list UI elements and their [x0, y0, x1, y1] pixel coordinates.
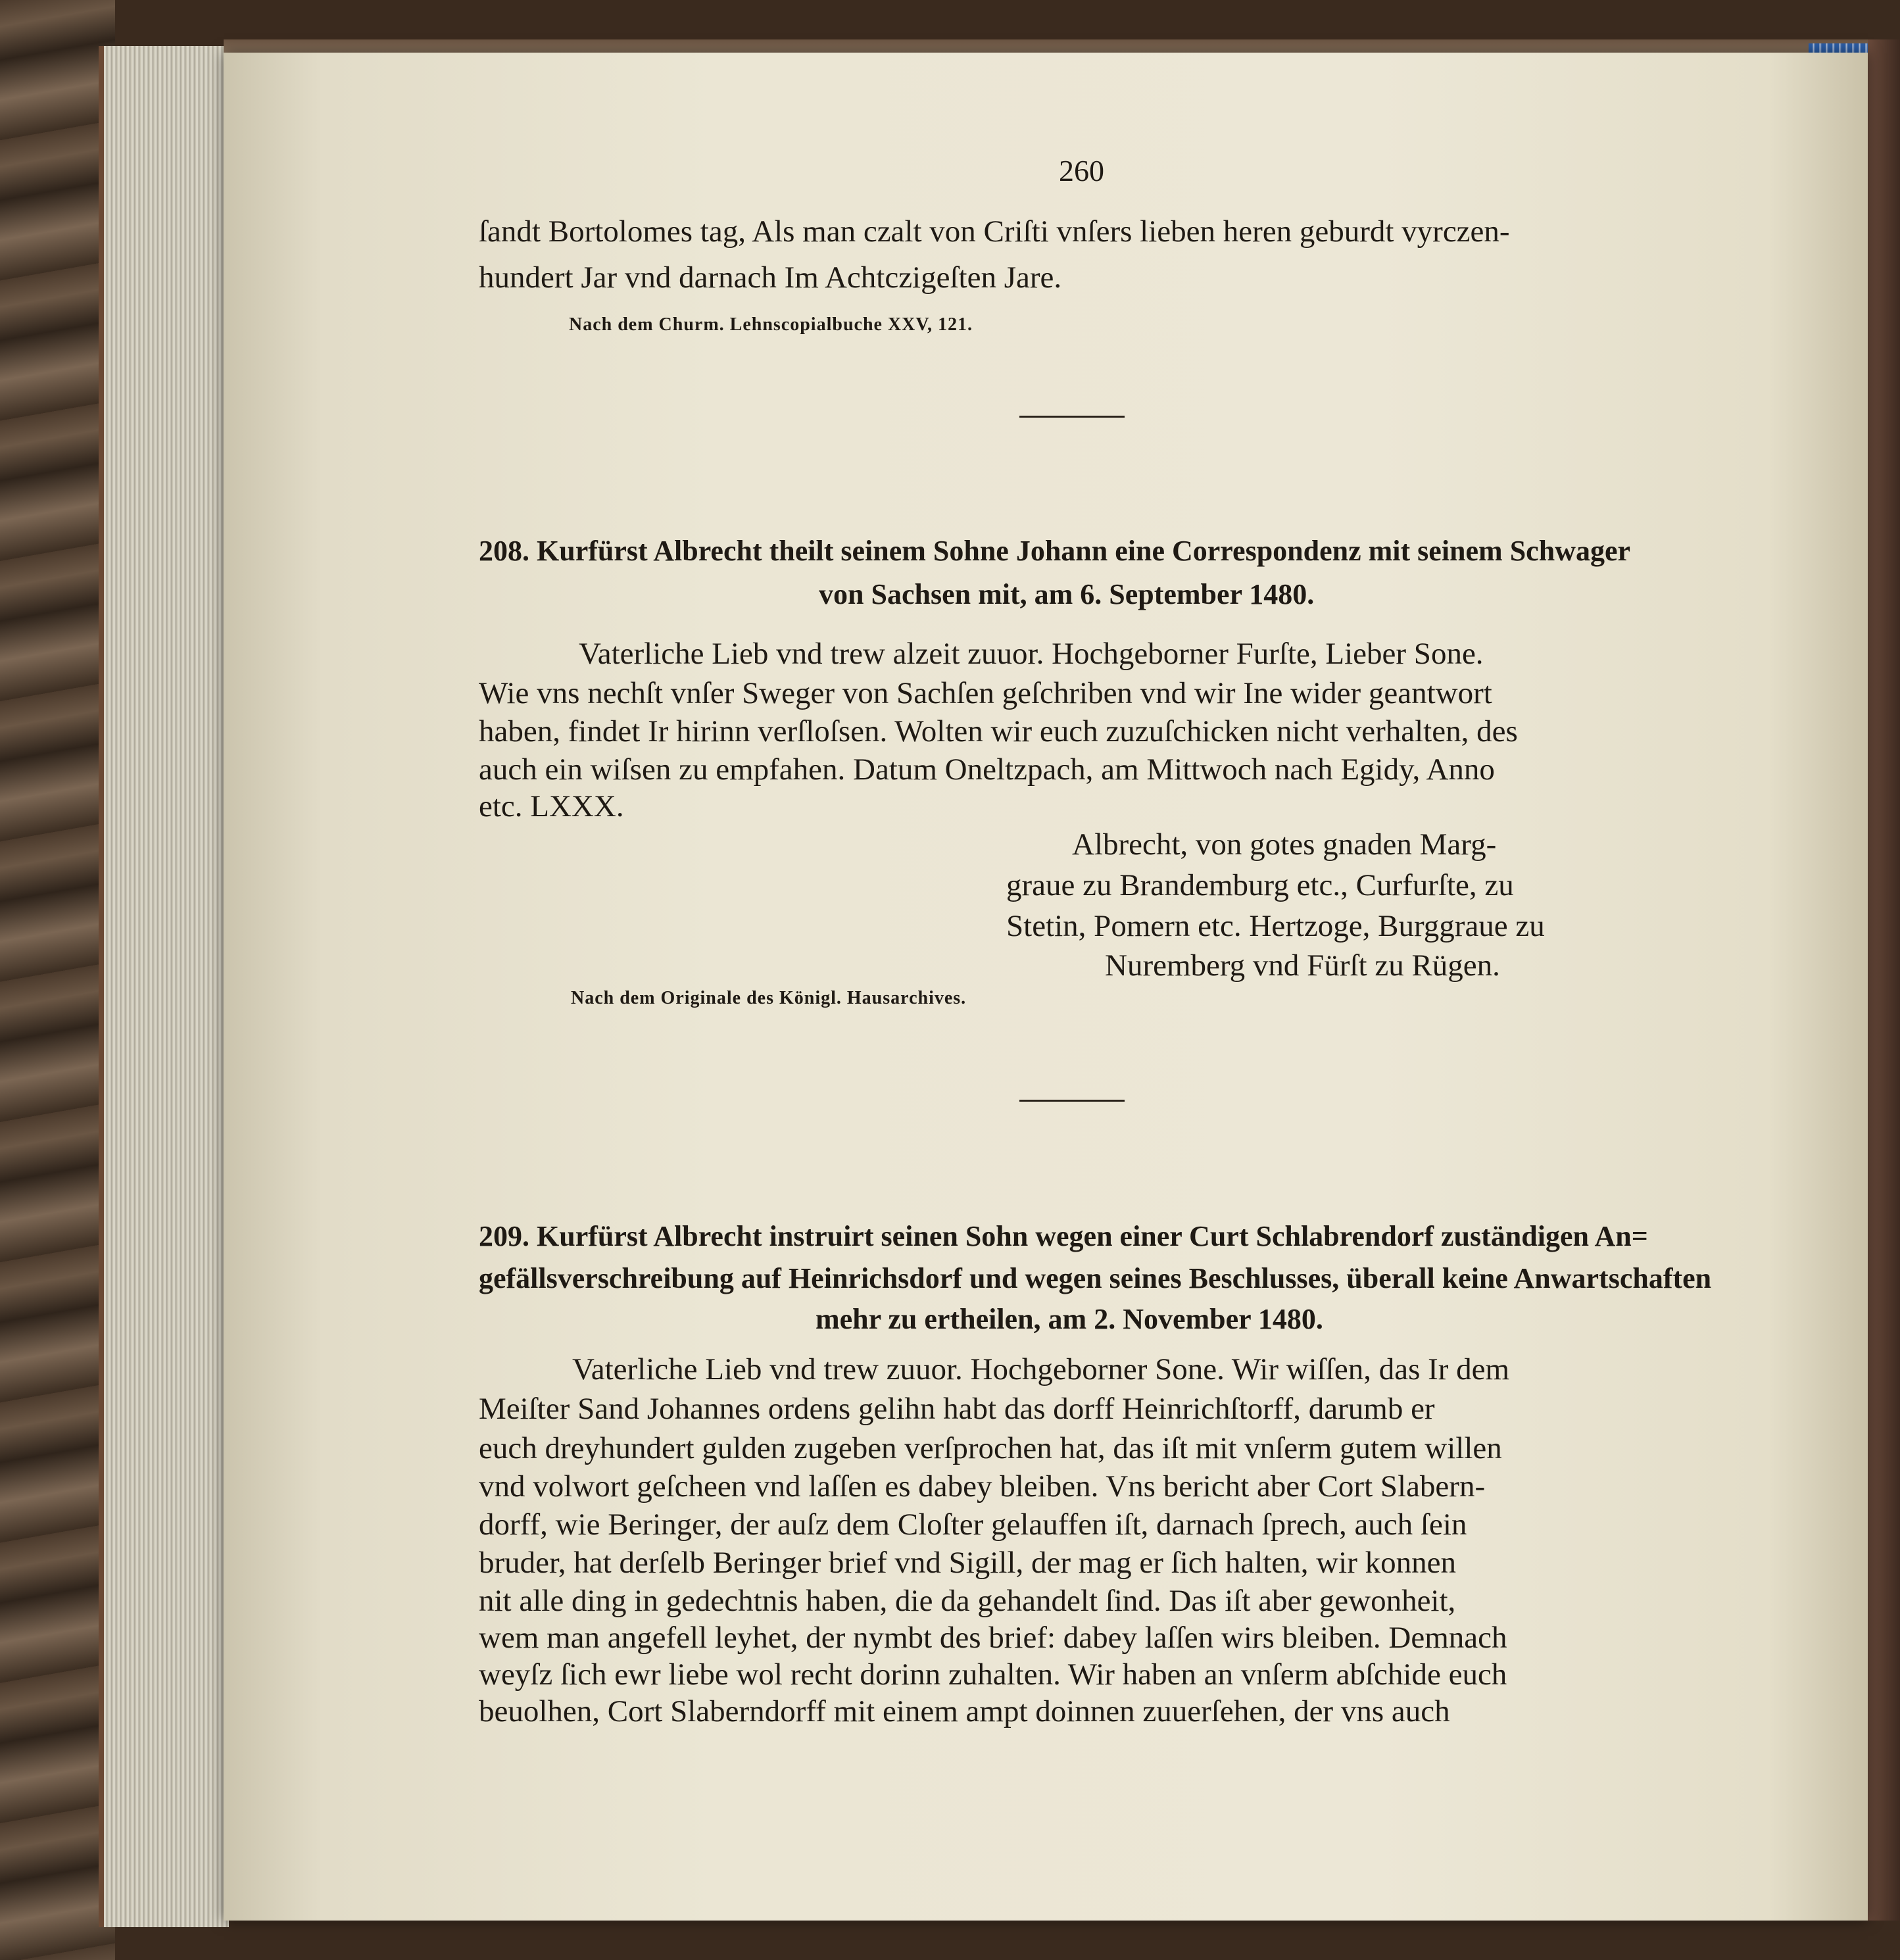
doc209-body-line-6: bruder, hat derſelb Beringer brief vnd Sigill, der mag er ſich halten, wir konnen [479, 1546, 1456, 1580]
book-top-edge [224, 39, 1900, 54]
doc209-body-line-2: Meiſter Sand Johannes ordens gelihn habt das dorff Heinrichſtorff, darumb er [479, 1392, 1435, 1426]
section-divider [1019, 416, 1125, 418]
doc209-body-line-4: vnd volwort geſcheen vnd laſſen es dabey bleiben. Vns bericht aber Cort Slabern- [479, 1469, 1486, 1504]
doc209-heading-line-2: gefällsverschreibung auf Heinrichsdorf und wegen seines Beschlusses, überall keine Anwartschaften [479, 1262, 1712, 1294]
doc209-heading-line-1: 209. Kurfürst Albrecht instruirt seinen Sohn wegen einer Curt Schlabrendorf zuständigen An= [479, 1220, 1648, 1252]
doc208-body-line-1: Vaterliche Lieb vnd trew alzeit zuuor. Hochgeborner Furſte, Lieber Sone. [579, 637, 1484, 671]
doc209-body-line-7: nit alle ding in gedechtnis haben, die da gehandelt ſind. Das iſt aber gewonheit, [479, 1584, 1456, 1618]
prev-doc-line-2: hundert Jar vnd darnach Im Achtczigeſten Jare. [479, 260, 1062, 295]
doc208-heading-line-2: von Sachsen mit, am 6. September 1480. [819, 578, 1315, 610]
prev-doc-source-note: Nach dem Churm. Lehnscopialbuche XXV, 121. [569, 314, 973, 335]
page-number: 260 [1059, 154, 1104, 187]
doc209-body-line-1: Vaterliche Lieb vnd trew zuuor. Hochgeborner Sone. Wir wiſſen, das Ir dem [572, 1352, 1510, 1386]
doc208-signature-line-2: graue zu Brandemburg etc., Curfurſte, zu [1006, 868, 1514, 902]
page-stack-edge [99, 46, 229, 1927]
doc208-body-line-4: auch ein wiſsen zu empfahen. Datum Oneltzpach, am Mittwoch nach Egidy, Anno [479, 752, 1495, 787]
doc208-source-note: Nach dem Originale des Königl. Hausarchives. [571, 988, 967, 1008]
doc209-body-line-5: dorff, wie Beringer, der auſz dem Cloſter gelauffen iſt, darnach ſprech, auch ſein [479, 1507, 1467, 1542]
doc209-body-line-10: beuolhen, Cort Slaberndorff mit einem ampt doinnen zuuerſehen, der vns auch [479, 1694, 1450, 1728]
doc208-body-line-5: etc. LXXX. [479, 789, 624, 823]
doc209-heading-line-3: mehr zu ertheilen, am 2. November 1480. [816, 1303, 1323, 1335]
doc209-body-line-3: euch dreyhundert gulden zugeben verſprochen hat, das iſt mit vnſerm gutem willen [479, 1431, 1502, 1465]
doc208-signature-line-4: Nuremberg vnd Fürſt zu Rügen. [1105, 948, 1500, 983]
book-binding-right [1868, 39, 1900, 1921]
doc208-body-line-3: haben, findet Ir hirinn verſloſsen. Wolten wir euch zuzuſchicken nicht verhalten, des [479, 714, 1518, 748]
doc208-body-line-2: Wie vns nechſt vnſer Sweger von Sachſen geſchriben vnd wir Ine wider geantwort [479, 676, 1492, 710]
doc208-signature-line-3: Stetin, Pomern etc. Hertzoge, Burggraue zu [1006, 909, 1545, 943]
section-divider [1019, 1100, 1125, 1102]
doc209-body-line-9: weyſz ſich ewr liebe wol recht dorinn zuhalten. Wir haben an vnſerm abſchide euch [479, 1657, 1507, 1692]
doc208-heading-line-1: 208. Kurfürst Albrecht theilt seinem Sohne Johann eine Correspondenz mit seinem Schwager [479, 535, 1630, 567]
prev-doc-line-1: ſandt Bortolomes tag, Als man czalt von Criſti vnſers lieben heren geburdt vyrczen- [479, 214, 1510, 249]
doc209-body-line-8: wem man angefell leyhet, der nymbt des brief: dabey laſſen wirs bleiben. Demnach [479, 1621, 1507, 1655]
book-binding-left [0, 0, 115, 1960]
doc208-signature-line-1: Albrecht, von gotes gnaden Marg- [1072, 827, 1497, 862]
